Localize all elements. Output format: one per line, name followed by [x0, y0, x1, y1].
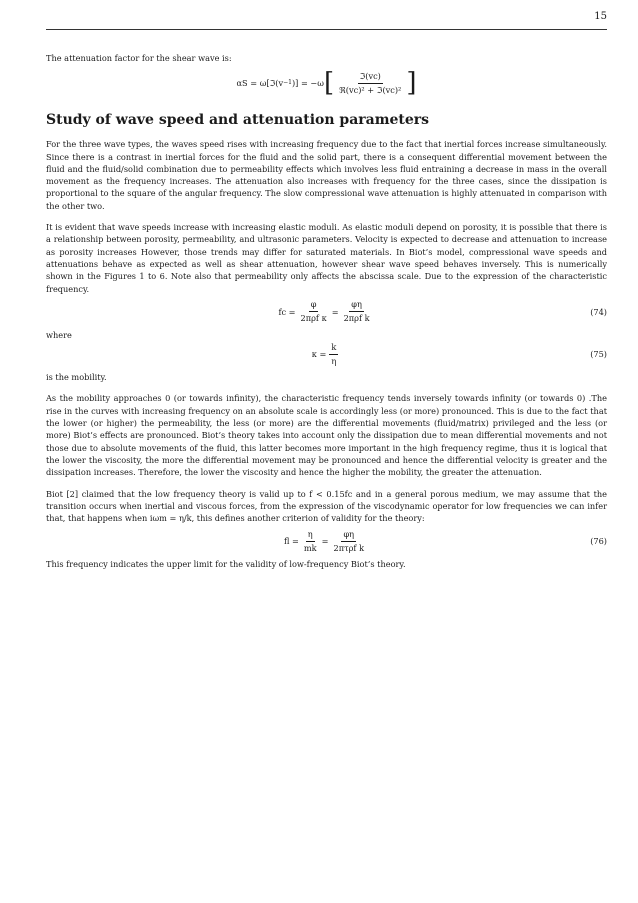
paragraph-4: Biot [2] claimed that the low frequency theory is valid up to f < 0.15fc and in a general porous medium, we may assume that the transition occurs when inertial and viscous forces, from the expression of the viscodynamic operator for low frequencies we can infer that, that happens when iωm = η/k, this defines another criterion of validity for the theory: [46, 488, 607, 524]
eq76-fraction-2 [332, 529, 367, 554]
eq75-number: (75) [590, 349, 607, 360]
eq74-numerator-1: φ [309, 299, 319, 312]
where-text: where [46, 329, 72, 340]
eq76-fraction-1 [302, 529, 319, 554]
equation-shear-attenuation [46, 64, 607, 102]
eq-shear-lhs: αS = ω[ℑ(v [236, 78, 284, 89]
mobility-text: is the mobility. [46, 372, 107, 383]
eq-shear-fraction [337, 71, 403, 96]
intro-text: The attenuation factor for the shear wave is: [46, 53, 232, 63]
eq74-numerator-2: φη [349, 299, 364, 312]
eq76-denominator-2: 2πτρf k [333, 542, 365, 553]
eq76-number: (76) [590, 536, 607, 547]
eq74-lhs: fc = [278, 306, 296, 317]
eq74-denominator-2: 2πρf k [343, 313, 370, 324]
eq74-number: (74) [590, 306, 607, 317]
eq75-denominator: η [331, 355, 337, 366]
eq-shear-numerator: ℑ(vc) [358, 71, 383, 84]
header-rule [46, 29, 607, 30]
left-bracket: [ [323, 68, 335, 99]
equation-74 [46, 295, 607, 329]
page-number: 15 [594, 11, 607, 22]
eq75-lhs: κ = [311, 349, 327, 359]
paragraph-1: For the three wave types, the waves speed rises with increasing frequency due to the fact that inertial forces increase simultaneously. Since there is a contrast in inertial forces for the fluid and the solid part, there is a consequent differential movement between the fluid and the fluid/solid combination due to permeability effects which involves less fluid entraining a decrease in mass in the overall movement as the frequency increases. The attenuation also increases with frequency for the three cases, since the dissipation is proportional to the square of the angular frequency. The slow compressional wave attenuation is highly attenuated in comparison with the other two. [46, 139, 607, 211]
eq74-fraction-2 [342, 299, 372, 324]
eq76-equals: = [321, 536, 329, 547]
equation-75 [46, 341, 607, 367]
eq76-denominator-1: mk [303, 542, 317, 553]
paragraph-3: As the mobility approaches 0 (or towards infinity), the characteristic frequency tends inversely towards infinity (or towards 0) .The rise in the curves with increasing frequency on an absolute scale is accordingly less (or more) pronounced. This is due to the fact that the lower (or higher) the permeability, the less (or more) are the differential movements (fluid/matrix) privileged and the less (or more) Biot’s effects are pronounced. Biot’s theory takes into account only the dissipation due to mean differential movements and not those due to absolute movements of the fluid, this latter becomes more important in the high frequency regime, thus it is logical that the lower the viscosity, the more the differential movement may be pronounced and hence the differential velocity is greater and the dissipation increases. Therefore, the lower the viscosity and hence the higher the mobility, the greater the attenuation. [46, 393, 607, 478]
section-title: Study of wave speed and attenuation parameters [46, 112, 430, 129]
page-content [46, 52, 607, 580]
paragraph-2: It is evident that wave speeds increase with increasing elastic moduli. As elastic moduli depend on porosity, it is possible that there is a relationship between porosity, permeability, and ultrasonic parameters. Velocity is expected to decrease and attenuation to increase as porosity increases However, those trends may differ for saturated materials. In Biot’s model, compressional wave speeds and attenuations behave as expected as well as shear attenuation, however shear wave speed behaves inversely. This is numerically shown in the Figures 1 to 6. Note also that permeability only affects the abscissa scale. Due to the expression of the characteristic frequency. [46, 222, 607, 294]
closing-text: This frequency indicates the upper limit for the validity of low-frequency Biot’s theory. [46, 559, 406, 570]
eq74-equals: = [331, 306, 339, 317]
eq74-fraction-1 [299, 299, 329, 324]
eq74-denominator-1: 2πρf κ [300, 313, 327, 324]
eq76-numerator-1: η [306, 529, 315, 542]
eq76-numerator-2: φη [341, 529, 356, 542]
eq-shear-lhs-sup: −1 [283, 79, 292, 87]
right-bracket: ] [406, 68, 417, 99]
eq-shear-lhs-tail: )] = −ω [291, 78, 324, 89]
equation-76 [46, 524, 607, 558]
eq76-lhs: fl = [283, 536, 299, 547]
eq-shear-denominator: ℜ(vc)² + ℑ(vc)² [339, 84, 402, 95]
eq75-numerator: k [329, 342, 338, 355]
eq75-fraction [329, 342, 338, 367]
